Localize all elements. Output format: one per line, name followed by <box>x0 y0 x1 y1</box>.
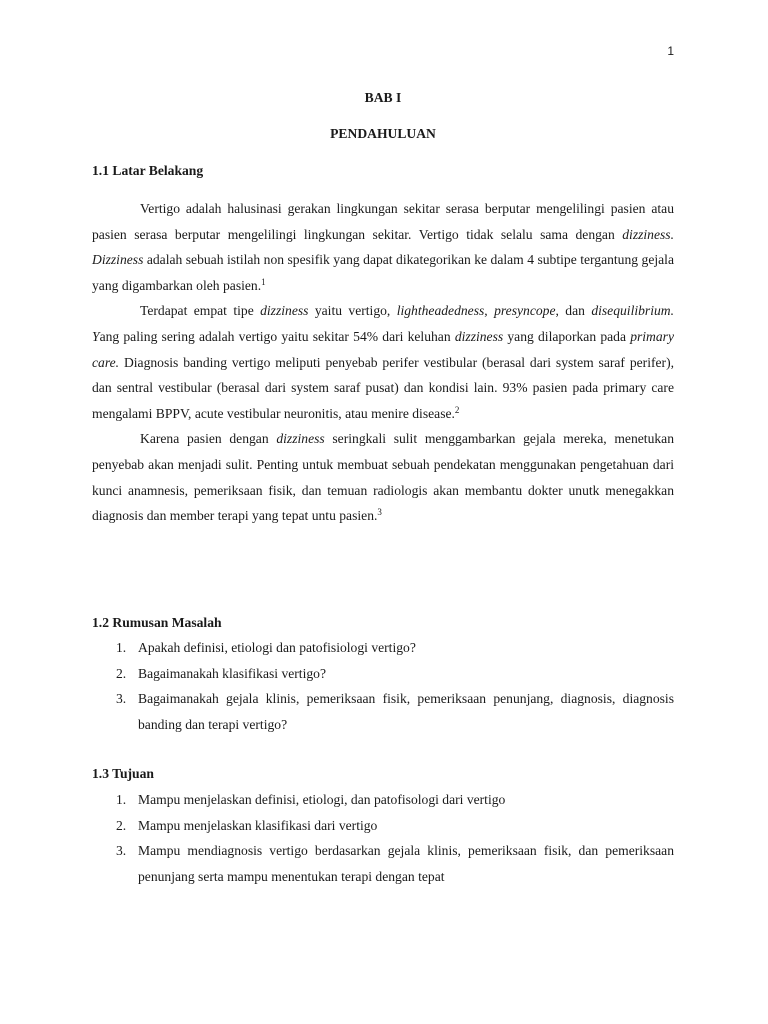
footnote-ref: 1 <box>261 276 266 287</box>
paragraph: Vertigo adalah halusinasi gerakan lingkungan sekitar serasa berputar mengelilingi pasien atau pasien serasa berputar mengelilingi lingkungan sekitar. Vertigo tidak selalu sama dengan dizziness. Dizziness adalah sebuah istilah non spesifik yang dapat dikategorikan ke dalam 4 subtipe tergantung gejala yang digambarkan oleh pasien.$^1$ <box>92 201 674 293</box>
list-item: 3. Mampu mendiagnosis vertigo berdasarkan gejala klinis, pemeriksaan fisik, dan pemeriksaan penunjang serta mampu menentukan terapi dengan tepat <box>116 843 674 884</box>
list-item: 3. Bagaimanakah gejala klinis, pemeriksaan fisik, pemeriksaan penunjang, diagnosis, diagnosis banding dan terapi vertigo? <box>116 691 674 732</box>
page-number: 1 <box>667 44 674 58</box>
list-item: 2. Bagaimanakah klasifikasi vertigo? <box>116 665 326 681</box>
section-heading-latar-belakang: 1.1 Latar Belakang <box>92 163 204 178</box>
chapter-title: PENDAHULUAN <box>330 126 436 141</box>
section-heading-tujuan: 1.3 Tujuan <box>92 766 154 781</box>
footnote-ref: 3 <box>377 507 382 518</box>
chapter-label: BAB I <box>364 90 402 105</box>
list-item: 1. Mampu menjelaskan definisi, etiologi, dan patofisologi dari vertigo <box>116 792 506 807</box>
list-item: 2. Mampu menjelaskan klasifikasi dari vertigo <box>116 817 378 833</box>
footnote-ref: 2 <box>454 404 460 415</box>
list-item: 1. Apakah definisi, etiologi dan patofisiologi vertigo? <box>116 640 416 655</box>
section-body-latar-belakang <box>92 196 674 529</box>
paragraph: Karena pasien dengan dizziness seringkali sulit menggambarkan gejala mereka, menetukan penyebab akan menjadi sulit. Penting untuk membuat sebuah pendekatan menggunakan pengetahuan dari kunci anamnesis, pemeriksaan fisik, dan temuan radiologis akan membantu dokter unutk menegakkan diagnosis dan member terapi yang tepat untu pasien.$^3$ <box>92 431 674 524</box>
tujuan-list <box>92 787 674 889</box>
rumusan-masalah-list <box>92 635 674 737</box>
section-heading-rumusan-masalah: 1.2 Rumusan Masalah <box>92 615 222 630</box>
paragraph: Terdapat empat tipe dizziness yaitu vertigo, lightheadedness, presyncope, dan disequilibrium. Yang paling sering adalah vertigo yaitu sekitar 54% dari keluhan dizziness yang dilaporkan pada primary care. Diagnosis banding vertigo meliputi penyebab perifer vestibular (berasal dari system saraf perifer), dan sentral vestibular (berasal dari system saraf pusat) dan kondisi lain. 93% pasien pada primary care mengalami BPPV, acute vestibular neuronitis, atau menire disease.$^2$ <box>92 303 675 421</box>
